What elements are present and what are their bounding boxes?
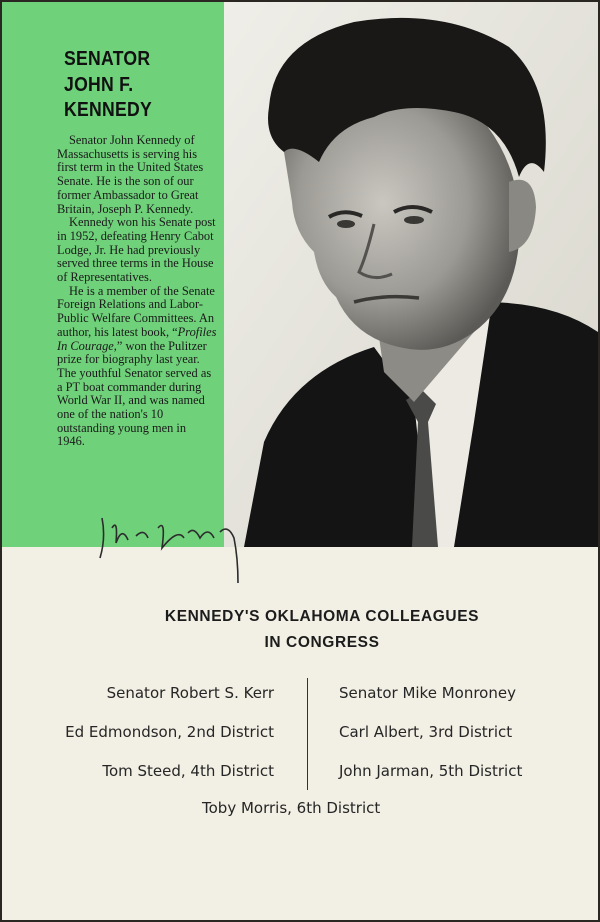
bio-panel [2, 2, 224, 547]
portrait-photo [224, 2, 598, 547]
bio-paragraph-2: Kennedy won his Senate post in 1952, defeating Henry Cabot Lodge, Jr. He had previously served three terms in the House of Representatives. [57, 215, 216, 285]
column-divider [307, 678, 308, 790]
senator-name [64, 46, 214, 123]
bio-paragraph-1: Senator John Kennedy of Massachusetts is serving his first term in the United States Senate. He is the son of our former Ambassador to Great Britain, Joseph P. Kennedy. [57, 133, 204, 216]
signature [88, 488, 268, 598]
name-line-3: KENNEDY [64, 98, 153, 121]
name-line-2: JOHN F. [64, 72, 134, 96]
colleague-last: Toby Morris, 6th District [202, 799, 381, 817]
bio-paragraph-3: He is a member of the Senate Foreign Relations and Labor-Public Welfare Committees. An author, his latest book, “Profiles In Courage,” won the Pulitzer prize for biography last year. The youthful Senator served as a PT boat commander during World War II, and was named one of the nation's 10 outstanding young men in 1946. [57, 283, 217, 449]
colleague-right-1: Senator Mike Monroney [339, 684, 516, 702]
pamphlet-page [2, 2, 598, 920]
colleague-left-3: Tom Steed, 4th District [102, 762, 274, 780]
colleagues-heading-line-2: IN CONGRESS [264, 634, 380, 651]
colleague-right-2: Carl Albert, 3rd District [339, 723, 513, 741]
colleague-left-1: Senator Robert S. Kerr [106, 684, 274, 702]
book-title: Profiles In Courage [57, 324, 217, 353]
colleague-left-2: Ed Edmondson, 2nd District [65, 723, 274, 741]
colleague-right-3: John Jarman, 5th District [339, 762, 523, 780]
name-line-1: SENATOR [64, 47, 151, 70]
biography [57, 134, 217, 449]
colleagues-heading-line-1: KENNEDY'S OKLAHOMA COLLEAGUES [164, 608, 480, 625]
